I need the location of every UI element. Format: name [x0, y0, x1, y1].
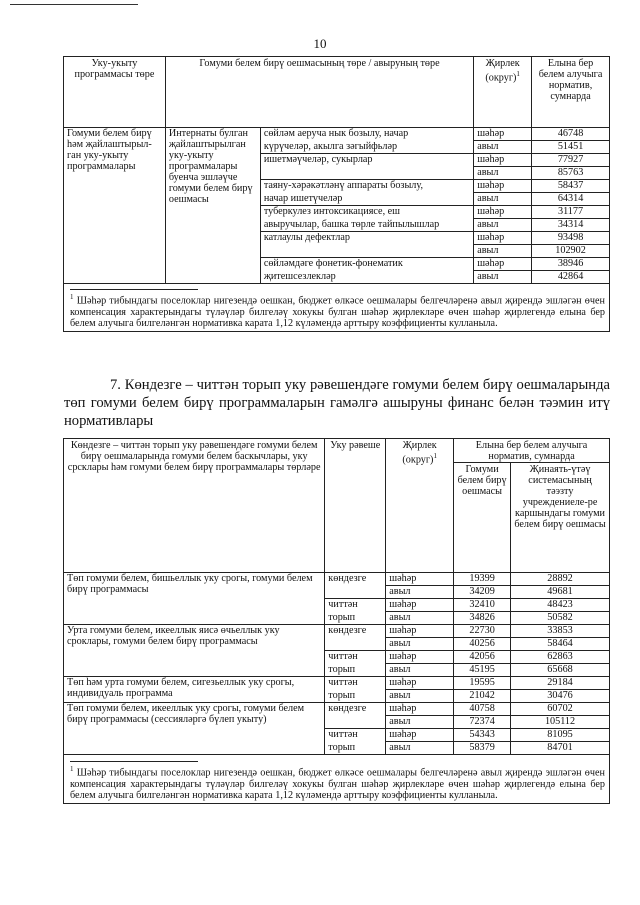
table2-footnote-text: Шәһәр тибындагы поселоклар нигезендә оешкан, бюджет өлкәсе оешмалары белгечләренә авыл җирендә эшләгән өчен компенсация характерындагы түләүләр билгеләү хокукы булган шәһәр җирлекләре өчен шәһәр җирлегендә елына бер белем алучыга билгеләнгән нормативка карата 1,12 күләмендә арттыру коэффициенты кулланыла. — [70, 767, 605, 801]
table2-locality: авыл — [386, 664, 454, 677]
table2-locality: авыл — [386, 742, 454, 755]
table2-general-value: 34209 — [454, 586, 511, 599]
table2-general-value: 19399 — [454, 573, 511, 586]
table2-form: торып — [325, 664, 386, 677]
table1-locality: авыл — [474, 167, 532, 180]
table2-form: торып — [325, 742, 386, 755]
table2-locality: шәһәр — [386, 651, 454, 664]
table1-footnote-text: Шәһәр тибындагы поселоклар нигезендә оешкан, бюджет өлкәсе оешмалары белгечләренә авыл җирендә эшләгән өчен компенсация характерындагы түләүләр билгеләү хокукы булган шәһәр җирлекләре өчен шәһәр җирлегендә елына бер белем алучыга билгеләнгән нормативка карата 1,12 күләмендә арттыру коэффициенты кулланыла. — [70, 295, 605, 329]
table1-disease — [260, 167, 473, 180]
table2-penal-value: 29184 — [511, 677, 610, 690]
table2-penal-value: 33853 — [511, 625, 610, 638]
table2-penal-value: 84701 — [511, 742, 610, 755]
table1-disease: начар ишетүчеләр — [260, 193, 473, 206]
table2-penal-value: 62863 — [511, 651, 610, 664]
table2-header-form: Уку рәвеше — [325, 439, 386, 573]
table2-penal-value: 30476 — [511, 690, 610, 703]
table1-value: 85763 — [532, 167, 610, 180]
table2-form — [325, 586, 386, 599]
table1-footnote-row — [64, 284, 610, 332]
table2-form — [325, 716, 386, 729]
table2-general-value: 45195 — [454, 664, 511, 677]
table1-value: 34314 — [532, 219, 610, 232]
table2-form — [325, 638, 386, 651]
table1-header-row — [64, 57, 610, 128]
table2-locality: авыл — [386, 716, 454, 729]
table2-footnote — [64, 755, 610, 804]
table2-penal-value: 81095 — [511, 729, 610, 742]
table2-general-value: 72374 — [454, 716, 511, 729]
table2-group-name: Урта гомуми белем, икееллык яисә өчьеллык уку сроклары, гомуми белем бирү программасы — [64, 625, 325, 677]
footnote-separator — [70, 761, 198, 762]
table2-header-normative: Елына бер белем алучыга норматив, сумнарда — [454, 439, 610, 463]
table2-header-row — [64, 439, 610, 463]
table1-locality: шәһәр — [474, 154, 532, 167]
table1-header-education-type: Гомуми белем бирү оешмасының төре / авыруның төре — [165, 57, 473, 128]
table2-penal-value: 60702 — [511, 703, 610, 716]
table2-form: читтән — [325, 651, 386, 664]
correspondence-education-normatives-table — [63, 438, 610, 804]
table1-header-program-type: Уку-укыту программасы төре — [64, 57, 166, 128]
table1-header-locality-text: Җирлек (округ) — [485, 58, 520, 84]
table1-locality: шәһәр — [474, 180, 532, 193]
table-row — [64, 625, 610, 638]
table1-footnote — [64, 284, 610, 332]
disability-education-normatives-table — [63, 56, 610, 332]
table2-penal-value: 28892 — [511, 573, 610, 586]
table1-locality: шәһәр — [474, 258, 532, 271]
table1-disease: таяну-хәрәкәтләнү аппараты бозылу, — [260, 180, 473, 193]
table2-penal-value: 58464 — [511, 638, 610, 651]
table2-general-value: 19595 — [454, 677, 511, 690]
table-row — [64, 703, 610, 716]
table1-disease: сөйләм аеруча нык бозылу, начар — [260, 128, 473, 141]
table1-value: 64314 — [532, 193, 610, 206]
table2-header-locality — [386, 439, 454, 573]
footnote-mark: 1 — [70, 765, 74, 773]
table1-locality: авыл — [474, 245, 532, 258]
table2-general-value: 34826 — [454, 612, 511, 625]
table1-value: 102902 — [532, 245, 610, 258]
table1-value: 42864 — [532, 271, 610, 284]
table1-locality: шәһәр — [474, 232, 532, 245]
table1-disease: ишетмәүчеләр, сукырлар — [260, 154, 473, 167]
table2-locality: шәһәр — [386, 625, 454, 638]
table2-locality: шәһәр — [386, 703, 454, 716]
table2-locality: авыл — [386, 612, 454, 625]
page-number: 10 — [313, 36, 327, 51]
table2-penal-value: 50582 — [511, 612, 610, 625]
table1-value: 46748 — [532, 128, 610, 141]
table2-locality: шәһәр — [386, 599, 454, 612]
table1-locality: авыл — [474, 141, 532, 154]
section-heading: 7. Көндезге – читтән торып уку рәвешендәге гомуми белем бирү оешмаларында төп гомуми белем бирү программаларын гамәлгә ашыруны финанс белән тәэмин итү нормативлары — [64, 377, 610, 429]
table2-header-general-org: Гомуми белем бирү оешмасы — [454, 463, 511, 573]
table1-disease: күрүчеләр, акылга зәгыйфьләр — [260, 141, 473, 154]
footnote-reference: 1 — [516, 70, 520, 78]
table2-locality: шәһәр — [386, 573, 454, 586]
table2-general-value: 40758 — [454, 703, 511, 716]
table2-footnote-row — [64, 755, 610, 804]
table2-form: көндезге — [325, 703, 386, 716]
table2-general-value: 22730 — [454, 625, 511, 638]
table1-program: Гомуми белем бирү һәм җайлаштырыл-ган уку-укыту программалары — [64, 128, 166, 284]
table2-penal-value: 105112 — [511, 716, 610, 729]
table1-value: 38946 — [532, 258, 610, 271]
table1-disease — [260, 245, 473, 258]
table2-general-value: 58379 — [454, 742, 511, 755]
table1-value: 77927 — [532, 154, 610, 167]
table2-locality: шәһәр — [386, 677, 454, 690]
table1-value: 31177 — [532, 206, 610, 219]
table1-disease: авыручылар, башка төрле тайпылышлар — [260, 219, 473, 232]
footnote-separator — [70, 289, 198, 290]
table1-disease: катлаулы дефектлар — [260, 232, 473, 245]
table2-form: көндезге — [325, 625, 386, 638]
table2-locality: авыл — [386, 586, 454, 599]
table2-general-value: 54343 — [454, 729, 511, 742]
footnote-reference: 1 — [433, 452, 437, 460]
table2-general-value: 40256 — [454, 638, 511, 651]
table1-disease: туберкулез интоксикациясе, еш — [260, 206, 473, 219]
table1-header-normative: Елына бер белем алучыга норматив, сумнарда — [532, 57, 610, 128]
table2-form: читтән — [325, 599, 386, 612]
table2-group-name: Төп гомуми белем, бишьеллык уку срогы, гомуми белем бирү программасы — [64, 573, 325, 625]
table2-penal-value: 49681 — [511, 586, 610, 599]
table1-disease: сөйләмдәге фонетик-фонематик — [260, 258, 473, 271]
table2-locality: авыл — [386, 690, 454, 703]
table1-header-locality — [474, 57, 532, 128]
table1-locality: авыл — [474, 219, 532, 232]
table1-value: 51451 — [532, 141, 610, 154]
table1-locality: авыл — [474, 271, 532, 284]
table2-general-value: 42056 — [454, 651, 511, 664]
table1-value: 58437 — [532, 180, 610, 193]
table2-locality: авыл — [386, 638, 454, 651]
table1-org-type: Интернаты булган җайлаштырылган уку-укыту программалары буенча эшләүче гомуми белем бирү оешмасы — [165, 128, 260, 284]
table-row — [64, 573, 610, 586]
table1-locality: авыл — [474, 193, 532, 206]
table1-locality: шәһәр — [474, 206, 532, 219]
table2-group-name: Төп һәм урта гомуми белем, сигезьеллык уку срогы, индивидуаль программа — [64, 677, 325, 703]
table1-locality: шәһәр — [474, 128, 532, 141]
table2-penal-value: 65668 — [511, 664, 610, 677]
table-row — [64, 677, 610, 690]
table1-disease: җитешсезлекләр — [260, 271, 473, 284]
top-left-rule — [10, 4, 138, 5]
table2-general-value: 21042 — [454, 690, 511, 703]
table2-header-locality-text: Җирлек (округ) — [402, 440, 437, 466]
table-row — [64, 128, 610, 141]
table2-locality: шәһәр — [386, 729, 454, 742]
table2-general-value: 32410 — [454, 599, 511, 612]
table2-form: читтән — [325, 729, 386, 742]
table2-form: читтән — [325, 677, 386, 690]
table2-form: көндезге — [325, 573, 386, 586]
table2-form: торып — [325, 612, 386, 625]
table2-header-levels: Көндезге – читтән торып уку рәвешендәге гомуми белем бирү оешмаларында гомуми белем баскычлары, уку срсклары һәм гомуми белем бирү программалары төрләре — [64, 439, 325, 573]
footnote-mark: 1 — [70, 293, 74, 301]
table1-value: 93498 — [532, 232, 610, 245]
table2-form: торып — [325, 690, 386, 703]
table2-header-penal-org: Җинаять-үтәү системасының тәэзту учреждениеле-ре каршындагы гомуми белем бирү оешмасы — [511, 463, 610, 573]
table2-group-name: Төп гомуми белем, икееллык уку срогы, гомуми белем бирү программасы (сессияләргә бүлеп укыту) — [64, 703, 325, 755]
table2-penal-value: 48423 — [511, 599, 610, 612]
